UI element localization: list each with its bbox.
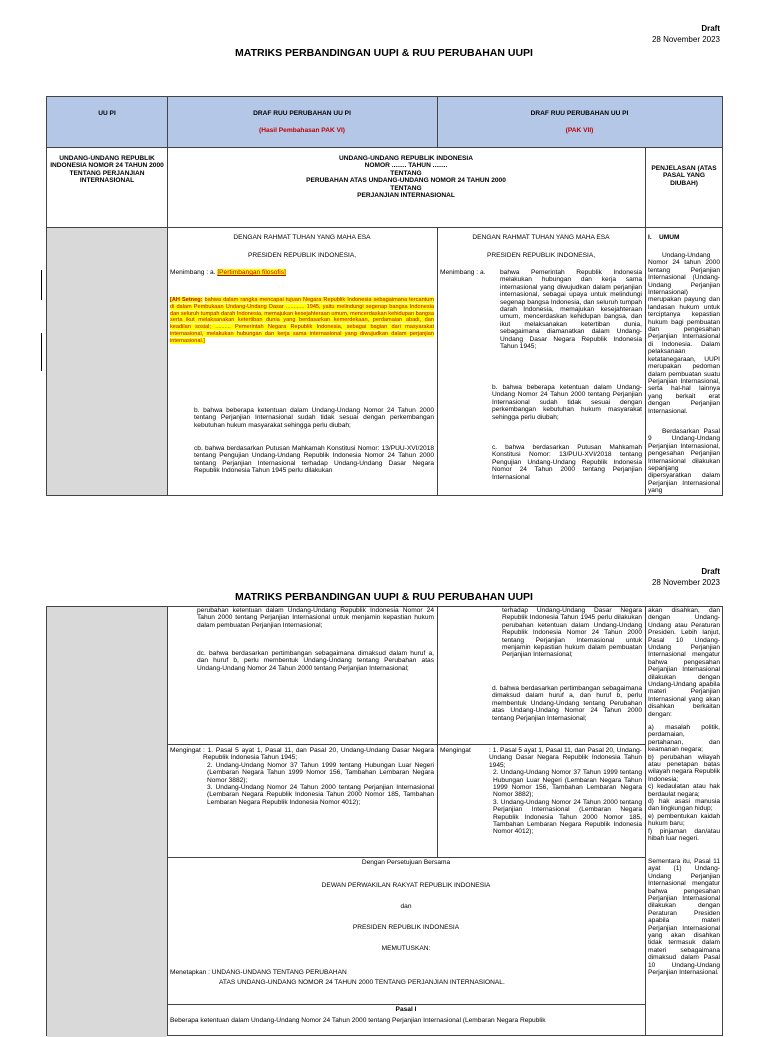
- draft-date: 28 November 2023: [651, 35, 720, 44]
- col4-bottom-text: Sementara itu, Pasal 11 ayat (1) Undang-Undang Perjanjian Internasional mengatur bahwa pengesahan Perjanjian Internasional dilakukan dengan Peraturan Presiden apabila materi Perjanjian Internasional yang akan disahkan tidak termasuk dalam materi sebagaimana dimaksud dalam Pasal 10 Undang-Undang Perjanjian Internasional.: [648, 858, 720, 977]
- col2-point-dc: dc. bahwa berdasarkan pertimbangan sebagaimana dimaksud dalam huruf a, dan huruf b, perlu membentuk Undang-Undang tentang Perubahan atas Undang-Undang Nomor 24 Tahun 2000 tentang Perjanjian Internasional;: [197, 650, 434, 672]
- col4-section-umum: I. UMUM: [648, 234, 680, 241]
- col3-menimbang: Menimbang : a.: [440, 269, 486, 276]
- margin-mark: [41, 333, 42, 371]
- col3-rahmat: DENGAN RAHMAT TUHAN YANG MAHA ESA: [472, 234, 610, 241]
- col3-point-d: d. bahwa berdasarkan pertimbangan sebagaimana dimaksud dalam huruf a, dan huruf b, perlu membentuk Undang-Undang tentang Perubahan atas Undang-Undang Nomor 24 Tahun 2000 tentang Perjanjian Internasional;: [492, 685, 642, 722]
- penjelasan-header: PENJELASAN (ATAS PASAL YANG DIUBAH): [651, 165, 717, 187]
- menetapkan-title: ATAS UNDANG-UNDANG NOMOR 24 TAHUN 2000 TENTANG PERJANJIAN INTERNASIONAL.: [219, 979, 505, 986]
- col2-presiden: PRESIDEN REPUBLIK INDONESIA,: [247, 252, 357, 259]
- col2-top-text: perubahan ketentuan dalam Undang-Undang Republik Indonesia Nomor 24 Tahun 2000 tentang Perjanjian Internasional untuk menjamin kepastian hukum dalam pembuatan Perjanjian Internasional;: [197, 607, 434, 629]
- presiden-label: PRESIDEN REPUBLIK INDONESIA: [352, 924, 460, 931]
- col4-top-text: akan disahkan, dan dengan Undang-Undang atau Peraturan Presiden. Lebih lanjut, Pasal 10 Undang-Undang Perjanjian Internasional mengatur bahwa pengesahan Perjanjian Internasional dilakukan dengan Undang-Undang apabila materi Perjanjian Internasional yang akan disahkan berkaitan dengan:: [648, 607, 720, 718]
- header-uupi: UU PI: [98, 110, 116, 117]
- col4-paragraph-2: Berdasarkan Pasal 9 Undang-Undang Perjanjian Internasional, pengesahan Perjanjian Internasional dilakukan sepanjang dipersyaratkan dalam Perjanjian Internasional yang: [648, 428, 720, 495]
- memutuskan-label: MEMUTUSKAN:: [381, 945, 431, 952]
- col3-presiden: PRESIDEN REPUBLIK INDONESIA,: [486, 252, 596, 259]
- page-title-page2: MATRIKS PERBANDINGAN UUPI & RUU PERUBAHAN UUPI: [235, 591, 533, 603]
- col3-top-text: terhadap Undang-Undang Dasar Negara Republik Indonesia Tahun 1945 perlu dilakukan perubahan ketentuan dalam Undang-Undang Republik Indonesia Nomor 24 Tahun 2000 tentang Perjanjian Internasional untuk menjamin kepastian hukum dalam pembuatan Perjanjian Internasional;: [502, 607, 642, 659]
- col2-mengingat-label: Mengingat: [170, 747, 201, 754]
- col4-paragraph-1: Undang-Undang Nomor 24 tahun 2000 tentang Perjanjian Internasional (Undang-Undang Perjanjian Internasional) merupakan payung dan landasan hukum untuk terciptanya kepastian hukum bagi pembuatan dan pengesahan Perjanjian Internasional di Indonesia. Dalam pelaksanaan ketatanegaraan, UUPI merupakan pedoman dalam pembuatan suatu Perjanjian Internasional, serta hal-hal lainnya yang berkait erat dengan Perjanjian Internasional.: [648, 252, 720, 415]
- draft-date-page2: 28 November 2023: [651, 578, 720, 587]
- page-title: MATRIKS PERBANDINGAN UUPI & RUU PERUBAHAN UUPI: [235, 47, 533, 59]
- dpr-label: DEWAN PERWAKILAN RAKYAT REPUBLIK INDONESIA: [321, 882, 491, 889]
- col2-point-b: b. bahwa beberapa ketentuan dalam Undang-Undang Nomor 24 Tahun 2000 tentang Perjanjian Internasional sudah tidak sesuai dengan perkembangan kebutuhan hukum masyarakat sehingga perlu diubah;: [194, 407, 434, 429]
- col2-menimbang: Menimbang : a. [Pertimbangan filosofis]: [170, 269, 286, 276]
- col3-point-c: c. bahwa berdasarkan Putusan Mahkamah Konstitusi Nomor: 13/PUU-XVI/2018 tentang Pengujian Undang-Undang Republik Indonesia Nomor 24 Tahun 2000 tentang Perjanjian Internasional: [492, 444, 642, 481]
- col2-ah-setneg: [AH Setneg: bahwa dalam rangka mencapai tujuan Negara Republik Indonesia sebagaimana tercantum di dalam Pembukaan Undang-Undang Dasar ............ 1945, yaitu melindungi segenap bangsa Indonesia dan seluruh tumpah darah Indonesia, memajukan kesejahteraan umum, mencerdaskan kehidupan bangsa serta ikut melaksanakan ketertiban dunia yang berdasarkan kemerdekaan, perdamaian abadi, dan keadilan sosial; .......... Pemerintah Negara Republik Indonesia, sebagai bagian dari masyarakat internasional, melakukan hubungan dan kerja sama internasional yang diwujudkan dalam perjanjian internasional.]: [170, 297, 435, 344]
- draft-label-page2: Draft: [701, 567, 720, 576]
- header-draft-pak6-sub: (Hasil Pembahasan PAK VI): [259, 127, 345, 134]
- dan-label: dan: [400, 903, 412, 910]
- header-draft-pak6: DRAF RUU PERUBAHAN UU PI: [253, 110, 351, 117]
- matrix-table-page1: [46, 96, 723, 496]
- uupi-title: UNDANG-UNDANG REPUBLIK INDONESIA NOMOR 24 TAHUN 2000 TENTANG PERJANJIAN INTERNASIONAL: [50, 155, 164, 185]
- persetujuan-bersama: Dengan Persetujuan Bersama: [361, 859, 451, 866]
- col3-point-a: bahwa Pemerintah Republik Indonesia melakukan hubungan dan kerja sama internasional yang diwujudkan dalam perjanjian internasional, sebagai upaya untuk melindungi segenap bangsa Indonesia, dan seluruh tumpah darah Indonesia, memajukan kesejahteraan umum, mencerdaskan kehidupan bangsa, dan ikut melaksanakan ketertiban dunia, sebagaimana diamanatkan dalam Undang-Undang Dasar Negara Republik Indonesia Tahun 1945;: [500, 269, 642, 351]
- matrix-table-page2: [46, 606, 723, 1036]
- col3-point-b: b. bahwa beberapa ketentuan dalam Undang-Undang Nomor 24 Tahun 2000 tentang Perjanjian Internasional sudah tidak sesuai dengan perkembangan kebutuhan hukum masyarakat sehingga perlu diubah;: [492, 384, 642, 421]
- pasal-1-text: Beberapa ketentuan dalam Undang-Undang Nomor 24 Tahun 2000 tentang Perjanjian Internasional (Lembaran Negara Republik: [170, 1017, 546, 1024]
- col3-mengingat-label: Mengingat: [440, 747, 471, 754]
- margin-mark: [41, 270, 42, 300]
- col2-mengingat-list: : 1. Pasal 5 ayat 1, Pasal 11, dan Pasal 20, Undang-Undang Dasar Negara Republik Indonesia Tahun 1945; 2. Undang-Undang Nomor 37 Tahun 1999 tentang Hubungan Luar Negeri (Lembaran Negara Tahun 1999 Nomor 156, Tambahan Lembaran Negara Nomor 3882); 3. Undang-Undang Nomor 24 Tahun 2000 tentang Perjanjian Internasional (Lembaran Negara Republik Indonesia Tahun 2000 Nomor 185, Tambahan Lembaran Negara Republik Indonesia Nomor 4012);: [203, 747, 434, 806]
- ruu-title: UNDANG-UNDANG REPUBLIK INDONESIA NOMOR ........ TAHUN ........ TENTANG PERUBAHAN ATAS UNDANG-UNDANG NOMOR 24 TAHUN 2000 TENTANG PERJANJIAN INTERNASIONAL: [306, 155, 506, 200]
- col2-point-cb: cb. bahwa berdasarkan Putusan Mahkamah Konstitusi Nomor: 13/PUU-XVI/2018 tentang Pengujian Undang-Undang Republik Indonesia Nomor 24 Tahun 2000 tentang Perjanjian Internasional terhadap Undang-Undang Dasar Negara Republik Indonesia Tahun 1945 perlu dilakukan: [194, 445, 434, 475]
- col2-rahmat: DENGAN RAHMAT TUHAN YANG MAHA ESA: [233, 234, 371, 241]
- header-draft-pak7-sub: (PAK VII): [565, 127, 594, 134]
- pasal-1-heading: Pasal I: [395, 1006, 417, 1013]
- menetapkan-label: Menetapkan : UNDANG-UNDANG TENTANG PERUBAHAN: [170, 969, 347, 976]
- col3-mengingat-list: : 1. Pasal 5 ayat 1, Pasal 11, dan Pasal 20, Undang-Undang Dasar Negara Republik Indonesia Tahun 1945; 2. Undang-Undang Nomor 37 Tahun 1999 tentang Hubungan Luar Negeri (Lembaran Negara Tahun 1999 Nomor 156, Tambahan Lembaran Negara Nomor 3882); 3. Undang-Undang Nomor 24 Tahun 2000 tentang Perjanjian Internasional (Lembaran Negara Republik Indonesia Tahun 2000 Nomor 185, Tambahan Lembaran Negara Republik Indonesia Nomor 4012);: [489, 747, 642, 836]
- col4-list: a) masalah politik, perdamaian, pertahanan, dan keamanan negara; b) perubahan wilayah atau penetapan batas wilayah negara Republik Indonesia; c) kedaulatan atau hak berdaulat negara; d) hak asasi manusia dan lingkungan hidup; e) pembentukan kaidah hukum baru; f) pinjaman dan/atau hibah luar negeri.: [648, 724, 720, 843]
- header-draft-pak7: DRAF RUU PERUBAHAN UU PI: [530, 110, 629, 117]
- draft-label: Draft: [701, 24, 720, 33]
